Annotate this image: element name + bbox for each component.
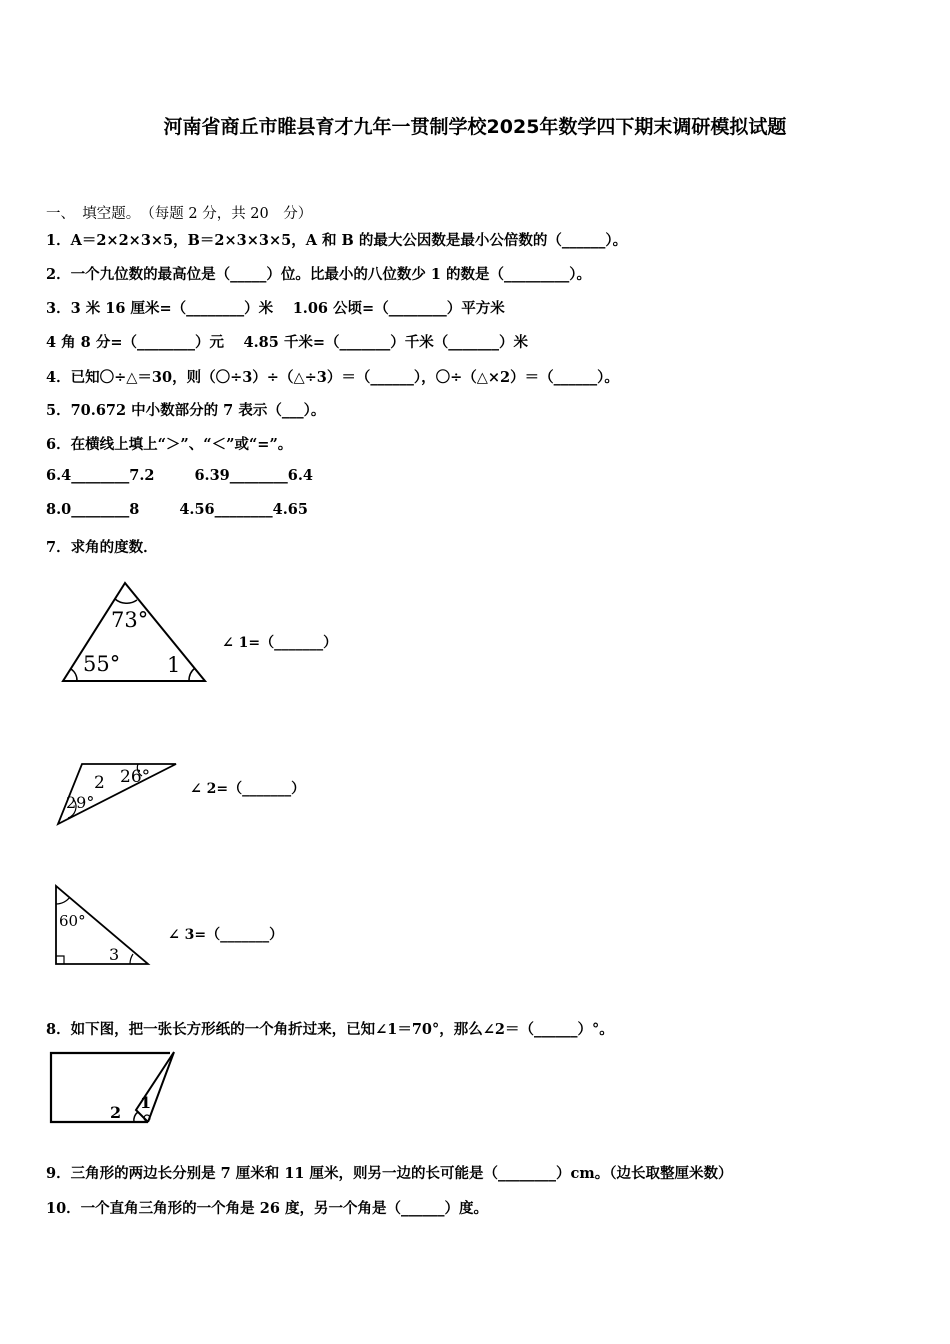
angle-label: 26° — [120, 767, 151, 787]
angle-label: 1 — [140, 1093, 152, 1112]
answer-angle-1: ∠ 1=（_______） — [222, 635, 338, 651]
question-3-line2: 4 角 8 分=（________）元 4.85 千米=（_______）千米（_______）米 — [46, 334, 529, 351]
angle-label: 29° — [66, 793, 95, 812]
question-2: 2．一个九位数的最高位是（_____）位。比最小的八位数少 1 的数是（_________）。 — [46, 266, 592, 283]
angle-label: 55° — [83, 652, 121, 676]
question-4: 4．已知〇÷△＝30，则（〇÷3）÷（△÷3）＝（______），〇÷（△×2）＝（______）。 — [46, 369, 619, 386]
question-5: 5．70.672 中小数部分的 7 表示（___）。 — [46, 402, 326, 419]
question-9: 9．三角形的两边长分别是 7 厘米和 11 厘米，则另一边的长可能是（________）cm。（边长取整厘米数） — [46, 1165, 733, 1182]
question-3-line1: 3．3 米 16 厘米=（________）米 1.06 公顷=（________）平方米 — [46, 300, 505, 317]
question-1: 1．A＝2×2×3×5，B＝2×3×3×5，A 和 B 的最大公因数是最小公倍数的（______）。 — [46, 232, 628, 249]
angle-label: 60° — [59, 912, 86, 930]
question-6-row1 — [46, 467, 313, 484]
angle-label: 1 — [167, 653, 181, 677]
question-7: 7．求角的度数． — [46, 539, 158, 556]
answer-angle-3: ∠ 3=（_______） — [168, 927, 284, 943]
compare-item: 6.39________6.4 — [194, 467, 313, 484]
question-8: 8．如下图，把一张长方形纸的一个角折过来，已知∠1＝70°，那么∠2＝（______）°。 — [46, 1021, 614, 1038]
compare-item: 4.56________4.65 — [179, 501, 308, 518]
question-6: 6．在横线上填上“＞”、“＜”或“=”。 — [46, 436, 293, 453]
page-title: 河南省商丘市睢县育才九年一贯制学校2025年数学四下期末调研模拟试题 — [163, 116, 787, 138]
question-10: 10．一个直角三角形的一个角是 26 度，另一个角是（______）度。 — [46, 1200, 488, 1217]
angle-label: 2 — [110, 1103, 122, 1122]
section-heading: 一、 填空题。 （每题 2 分，共 20 分） — [46, 206, 313, 222]
question-6-row2 — [46, 501, 308, 518]
answer-angle-2: ∠ 2=（_______） — [190, 781, 306, 797]
angle-label: 73° — [111, 608, 149, 632]
compare-item: 6.4________7.2 — [46, 467, 155, 484]
compare-item: 8.0________8 — [46, 501, 140, 518]
triangle-figure-1 — [55, 575, 215, 690]
triangle-figure-2 — [52, 758, 182, 830]
folded-paper-figure — [46, 1048, 181, 1128]
angle-label: 2 — [94, 773, 105, 793]
angle-label: 3 — [109, 945, 120, 964]
triangle-figure-3 — [50, 880, 155, 970]
